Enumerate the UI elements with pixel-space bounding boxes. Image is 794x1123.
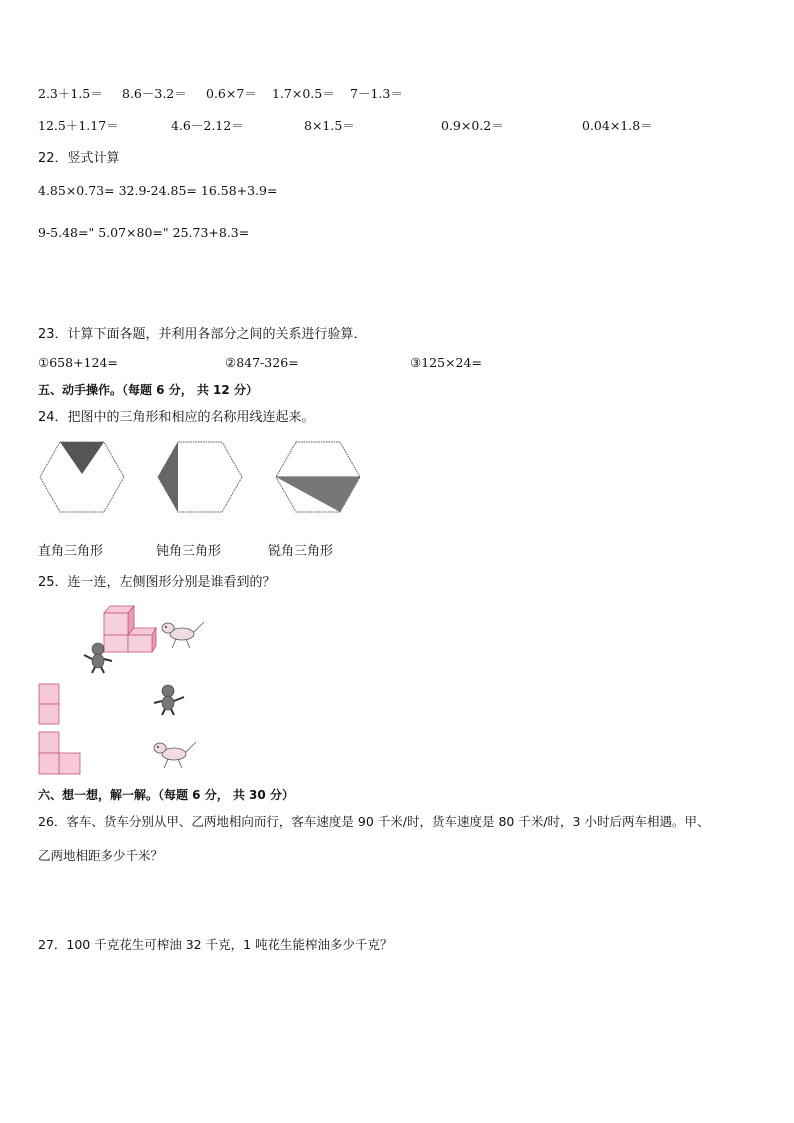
q23-title: 23．计算下面各题，并利用各部分之间的关系进行验算． [38,327,367,342]
q21-expr: 8.6－3.2＝ [122,86,187,101]
q25-title: 25．连一连，左侧图形分别是谁看到的？ [38,575,276,590]
q23-items [0,355,794,371]
triangle-label: 直角三角形 [38,544,104,559]
q26-line1: 26．客车、货车分别从甲、乙两地相向而行，客车速度是 90 千米/时，货车速度是 80 千米/时，3 小时后两车相遇。甲、 [38,814,710,829]
dog-icon [150,738,200,772]
view-figure-1 [38,683,62,725]
q23-item: ③125×24= [410,355,482,370]
q24-title: 24．把图中的三角形和相应的名称用线连起来。 [38,410,315,425]
view-figure-2 [38,731,82,775]
hexagon-figure-1 [38,437,128,517]
q22-line1: 4.85×0.73= 32.9-24.85= 16.58+3.9= [38,183,278,198]
q23-item: ①658+124= [38,355,118,370]
q21-expr: 8×1.5＝ [304,118,355,133]
hexagon-figure-2 [156,437,246,517]
triangle-label: 钝角三角形 [156,544,222,559]
q22-line2: 9-5.48=" 5.07×80=" 25.73+8.3= [38,225,250,240]
q21-expr: 7－1.3＝ [350,86,403,101]
monkey-icon [152,683,188,717]
q21-expr: 12.5＋1.17＝ [38,118,119,133]
q23-item: ②847-326= [225,355,299,370]
dog-icon [158,618,208,652]
q21-expr: 0.04×1.8＝ [582,118,653,133]
q21-expr: 4.6－2.12＝ [171,118,244,133]
section6-title: 六、想一想，解一解。（每题 6 分， 共 30 分） [38,788,294,802]
q21-expr: 2.3＋1.5＝ [38,86,103,101]
q21-row2 [0,116,794,132]
q21-expr: 1.7×0.5＝ [272,86,335,101]
monkey-icon [80,641,116,675]
section5-title: 五、动手操作。（每题 6 分， 共 12 分） [38,383,258,397]
q27-text: 27．100 千克花生可榨油 32 千克，1 吨花生能榨油多少千克？ [38,937,393,952]
q21-row1 [0,84,794,100]
q22-title: 22．竖式计算 [38,151,120,166]
q21-expr: 0.9×0.2＝ [441,118,504,133]
q21-expr: 0.6×7＝ [206,86,257,101]
q26-line2: 乙两地相距多少千米？ [38,848,164,863]
hexagon-figure-3 [274,437,364,517]
triangle-label: 锐角三角形 [268,544,334,559]
